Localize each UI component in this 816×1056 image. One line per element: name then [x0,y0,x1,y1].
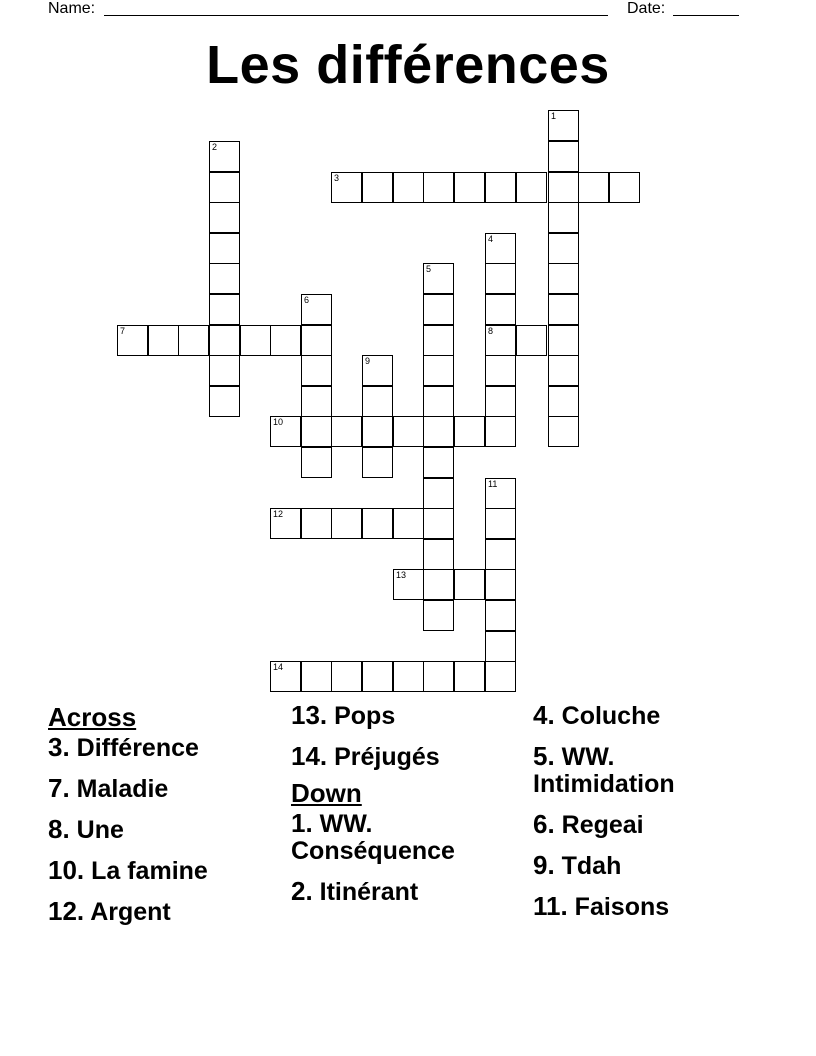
grid-cell[interactable] [209,386,240,417]
clue-item [48,775,288,803]
grid-cell[interactable] [393,416,424,447]
clue-text: Argent [90,898,171,926]
grid-cell[interactable] [209,294,240,325]
grid-cell[interactable] [301,661,332,692]
grid-cell[interactable] [301,386,332,417]
clue-item [48,857,288,885]
clue-number: 9. [533,850,555,880]
clue-number: 2. [291,876,313,906]
clue-number: 10. [48,855,85,885]
clue-item [291,702,521,730]
clue-number-label: 7 [120,326,126,336]
clue-text: Itinérant [319,878,419,906]
grid-cell[interactable] [148,325,179,356]
clue-item [533,811,743,839]
across-clue-list-continued [291,702,521,771]
grid-cell[interactable] [301,294,332,325]
grid-cell[interactable] [454,569,485,600]
clue-number-label: 2 [212,142,218,152]
grid-cell[interactable] [485,325,516,356]
clue-number-label: 1 [551,111,557,121]
clue-text: Tdah [561,852,622,880]
clue-item [48,734,288,762]
grid-cell[interactable] [270,416,301,447]
grid-cell[interactable] [548,172,579,203]
down-heading: Down [291,778,362,808]
clue-number-label: 11 [488,479,498,489]
clue-item [48,816,288,844]
grid-cell[interactable] [485,631,516,662]
grid-cell[interactable] [178,325,209,356]
clue-number: 1. [291,808,313,838]
grid-cell[interactable] [516,172,547,203]
grid-cell[interactable] [423,478,454,509]
clue-text: Pops [334,702,396,730]
grid-cell[interactable] [548,110,579,141]
clue-item [533,852,743,880]
grid-cell[interactable] [609,172,640,203]
clue-number-label: 10 [273,417,284,427]
grid-cell[interactable] [393,661,424,692]
grid-cell[interactable] [548,325,579,356]
clue-number-label: 14 [273,662,284,672]
clue-text: La famine [91,857,208,885]
grid-cell[interactable] [209,233,240,264]
clue-number-label: 9 [365,356,371,366]
grid-cell[interactable] [301,355,332,386]
page-title: Les différences [206,35,610,95]
grid-cell[interactable] [331,172,362,203]
clue-number-label: 8 [488,326,494,336]
grid-cell[interactable] [485,539,516,570]
grid-cell[interactable] [209,172,240,203]
grid-cell[interactable] [362,447,393,478]
clue-text: WW. Intimidation [533,743,675,798]
grid-cell[interactable] [362,661,393,692]
across-clue-list [48,734,288,926]
grid-cell[interactable] [516,325,547,356]
grid-cell[interactable] [301,508,332,539]
grid-cell[interactable] [362,355,393,386]
grid-cell[interactable] [485,416,516,447]
clue-number: 7. [48,773,70,803]
grid-cell[interactable] [270,325,301,356]
grid-cell[interactable] [423,600,454,631]
clue-number: 3. [48,732,70,762]
grid-cell[interactable] [485,600,516,631]
clue-item [291,878,521,906]
date-label: Date: [627,0,666,17]
name-field-line[interactable] [104,15,608,16]
grid-cell[interactable] [209,141,240,172]
grid-cell[interactable] [548,263,579,294]
grid-cell[interactable] [423,355,454,386]
grid-cell[interactable] [423,386,454,417]
clue-number: 8. [48,814,70,844]
grid-cell[interactable] [548,141,579,172]
grid-cell[interactable] [485,569,516,600]
clue-item [533,743,743,798]
clue-number-label: 6 [304,295,310,305]
clue-number: 14. [291,741,328,771]
worksheet-header [0,0,816,24]
grid-cell[interactable] [548,233,579,264]
grid-cell[interactable] [117,325,148,356]
grid-cell[interactable] [485,386,516,417]
grid-cell[interactable] [423,569,454,600]
clue-number: 12. [48,896,85,926]
grid-cell[interactable] [548,386,579,417]
clue-text: Différence [76,734,199,762]
grid-cell[interactable] [485,355,516,386]
clue-item [48,898,288,926]
grid-cell[interactable] [454,172,485,203]
clue-item [291,810,521,865]
grid-cell[interactable] [485,478,516,509]
grid-cell[interactable] [548,355,579,386]
clue-text: Coluche [561,702,661,730]
clue-item [533,702,743,730]
clue-number: 6. [533,809,555,839]
grid-cell[interactable] [423,539,454,570]
grid-cell[interactable] [270,508,301,539]
grid-cell[interactable] [301,325,332,356]
grid-cell[interactable] [331,508,362,539]
down-clue-list [291,810,521,906]
clue-number: 11. [533,891,568,921]
grid-cell[interactable] [485,661,516,692]
down-clue-list-continued [533,702,743,921]
grid-cell[interactable] [362,386,393,417]
grid-cell[interactable] [393,172,424,203]
grid-cell[interactable] [209,263,240,294]
grid-cell[interactable] [331,416,362,447]
date-field-line[interactable] [673,15,739,16]
grid-cell[interactable] [362,416,393,447]
grid-cell[interactable] [485,263,516,294]
grid-cell[interactable] [393,569,424,600]
grid-cell[interactable] [393,508,424,539]
grid-cell[interactable] [485,233,516,264]
clue-item [533,893,743,921]
grid-cell[interactable] [454,661,485,692]
grid-cell[interactable] [423,172,454,203]
grid-cell[interactable] [209,325,240,356]
grid-cell[interactable] [485,508,516,539]
clue-number: 4. [533,700,555,730]
clue-number-label: 13 [396,570,407,580]
clue-number-label: 5 [426,264,432,274]
grid-cell[interactable] [485,172,516,203]
clue-text: Faisons [574,893,670,921]
grid-cell[interactable] [548,202,579,233]
grid-cell[interactable] [270,661,301,692]
across-heading: Across [48,702,137,732]
clue-text: Maladie [76,775,169,803]
clue-text: Préjugés [334,743,440,771]
clue-column-3 [533,702,743,934]
grid-cell[interactable] [548,294,579,325]
grid-cell[interactable] [209,202,240,233]
clue-number: 5. [533,741,555,771]
clue-number-label: 12 [273,509,284,519]
clue-number: 13. [291,700,328,730]
grid-cell[interactable] [548,416,579,447]
name-label: Name: [48,0,96,17]
clue-number-label: 4 [488,234,494,244]
clue-number-label: 3 [334,173,340,183]
grid-cell[interactable] [301,447,332,478]
grid-cell[interactable] [423,294,454,325]
clue-text: Regeai [561,811,644,839]
clue-item [291,743,521,771]
grid-cell[interactable] [423,416,454,447]
grid-cell[interactable] [423,661,454,692]
grid-cell[interactable] [454,416,485,447]
clue-text: WW. Conséquence [291,810,455,865]
clue-text: Une [76,816,124,844]
grid-cell[interactable] [331,661,362,692]
clue-column-1 [48,702,288,939]
grid-cell[interactable] [301,416,332,447]
clue-column-2 [291,702,521,919]
grid-cell[interactable] [423,447,454,478]
grid-cell[interactable] [209,355,240,386]
grid-cell[interactable] [485,294,516,325]
grid-cell[interactable] [362,172,393,203]
grid-cell[interactable] [423,263,454,294]
grid-cell[interactable] [423,508,454,539]
grid-cell[interactable] [240,325,271,356]
grid-cell[interactable] [578,172,609,203]
grid-cell[interactable] [362,508,393,539]
grid-cell[interactable] [423,325,454,356]
